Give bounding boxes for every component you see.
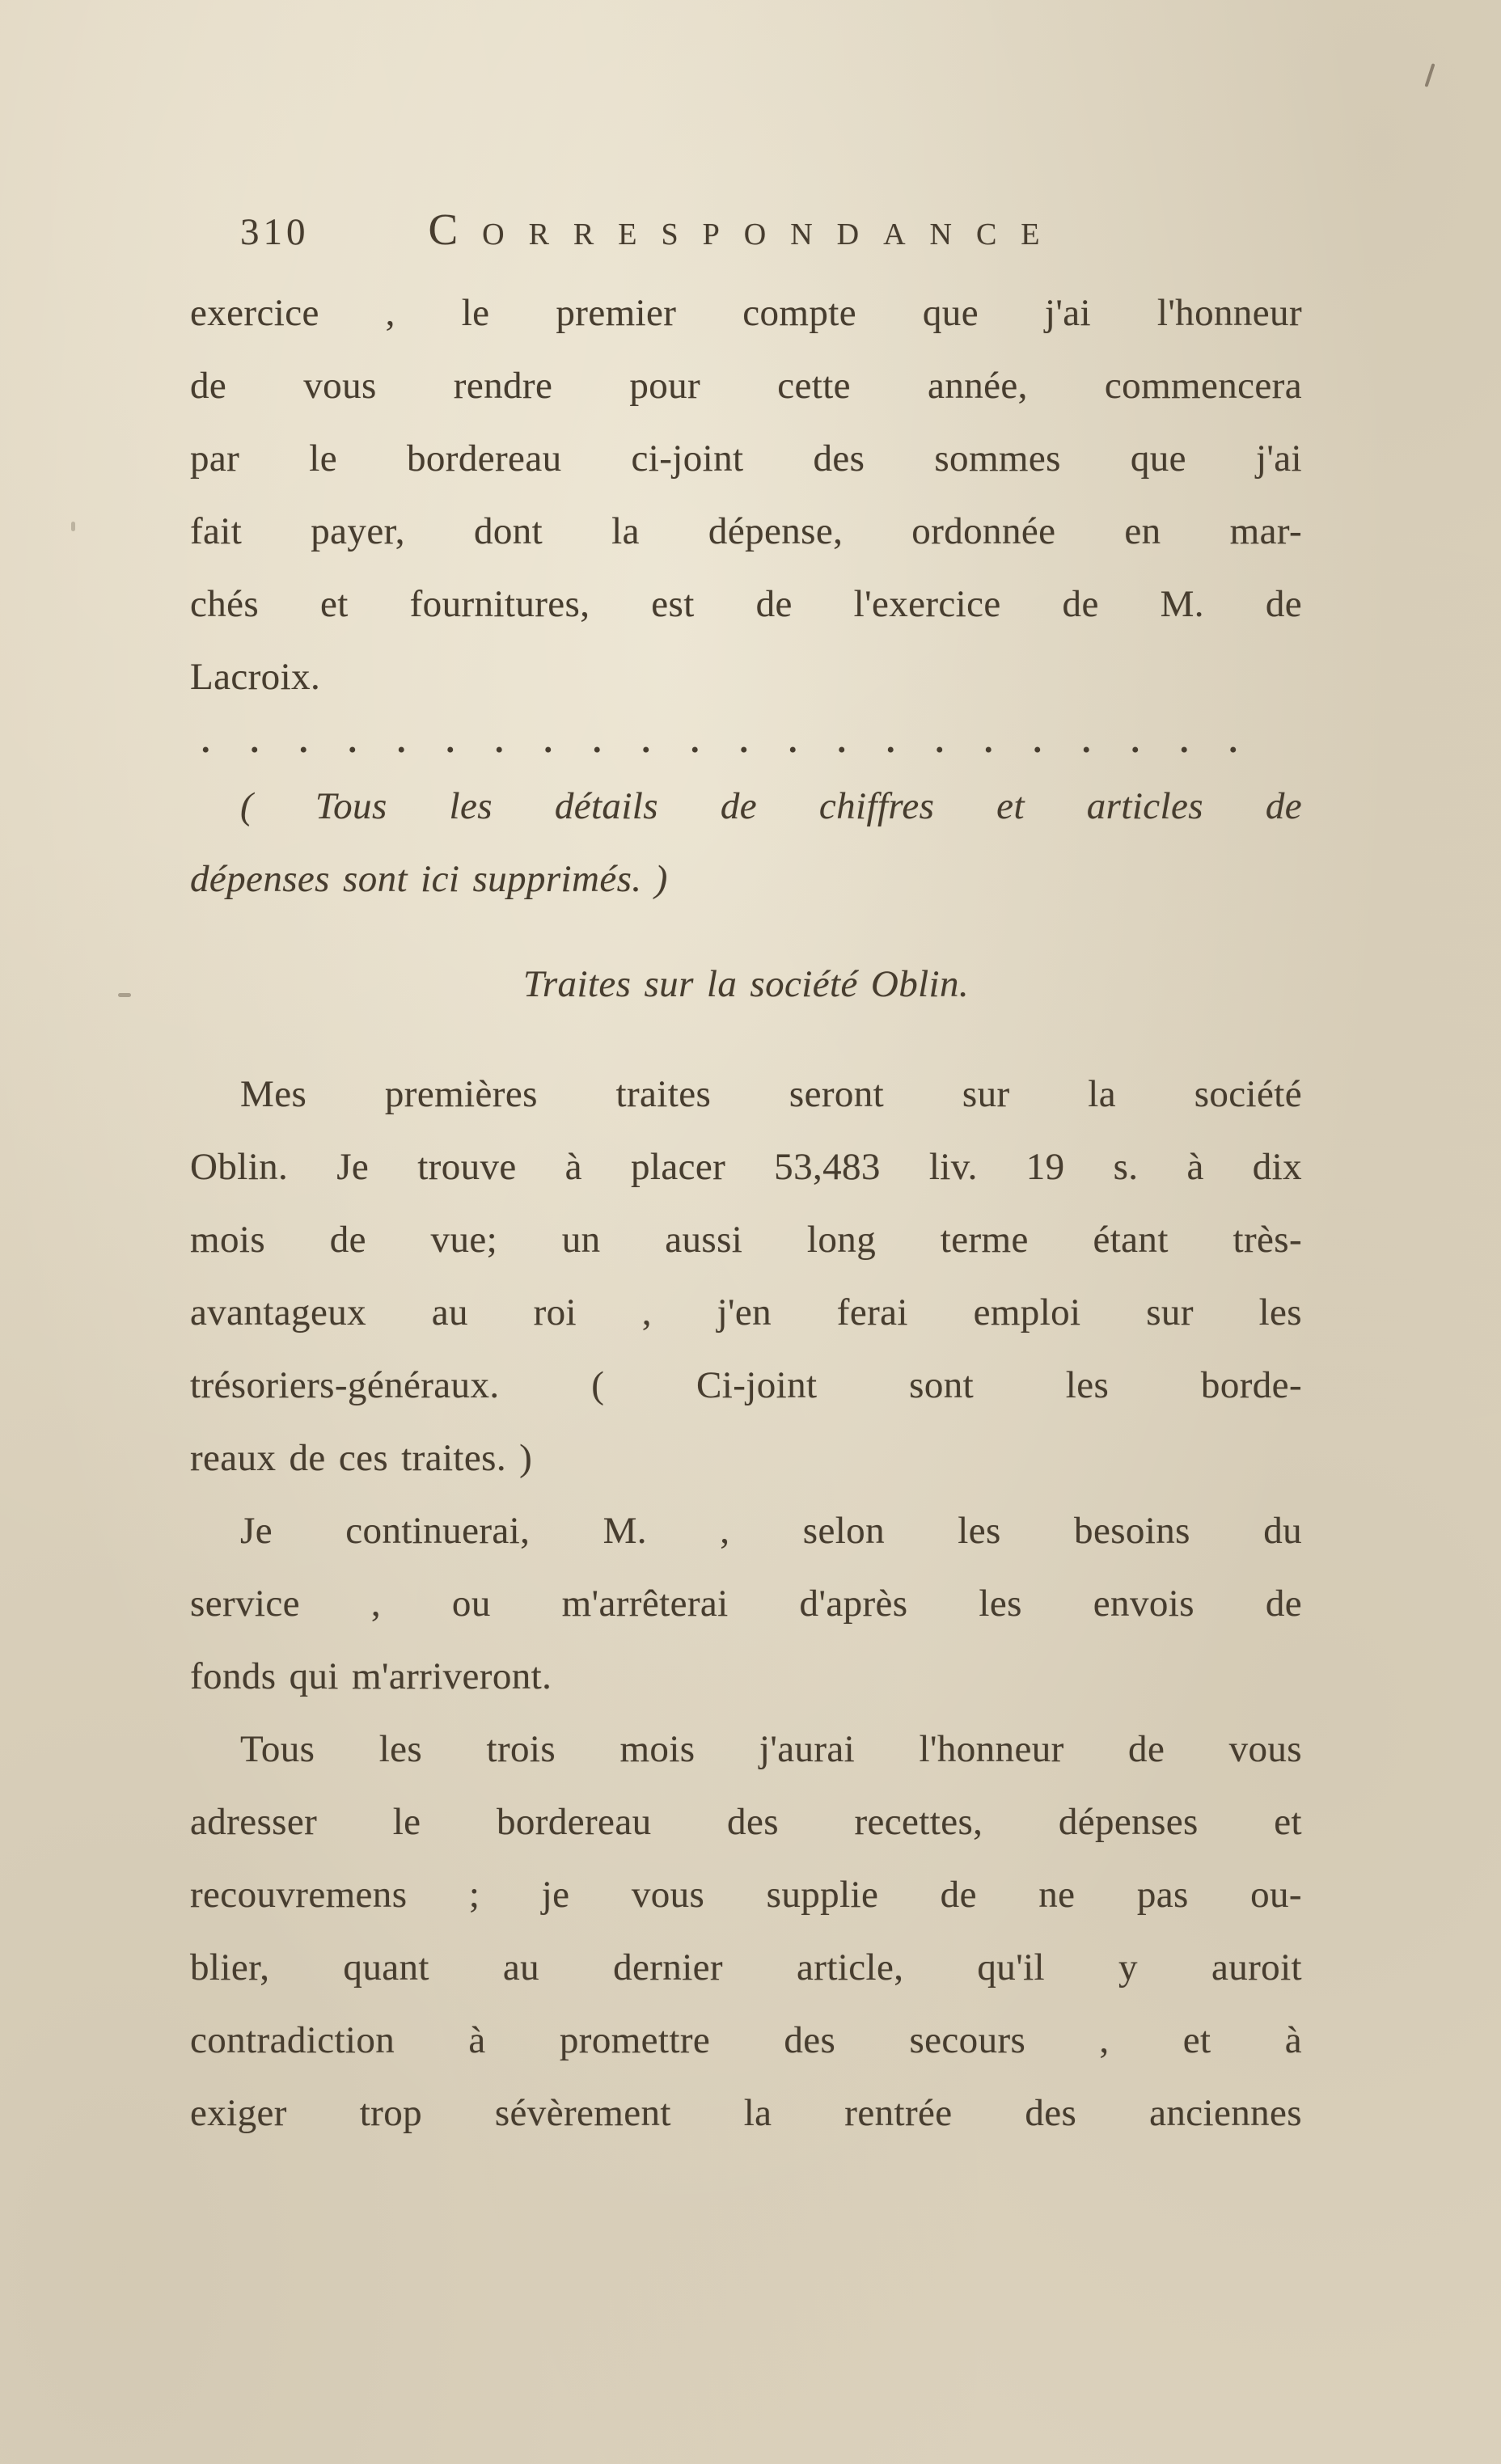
text-line: blier, quant au dernier article, qu'il y auroit [190, 1946, 1302, 1989]
heading-line: Traites sur la société Oblin. [522, 963, 970, 1005]
text-line: Lacroix. [190, 656, 321, 698]
text-line: fait payer, dont la dépense, ordonnée en mar- [190, 510, 1302, 552]
text-line: reaux de ces traites. ) [190, 1437, 533, 1479]
text-line: fonds qui m'arriveront. [190, 1655, 552, 1697]
dots-line: ...................... [201, 723, 1278, 760]
text-line: chés et fournitures, est de l'exercice de M. de [190, 583, 1302, 625]
suppressed-passage-dots [190, 713, 1302, 770]
running-title [328, 204, 1165, 255]
editorial-note [190, 770, 1302, 915]
section-heading [190, 948, 1302, 1021]
text-line: Je continuerai, M. , selon les besoins du [240, 1510, 1302, 1552]
paragraph [190, 1713, 1302, 2149]
text-line: recouvremens ; je vous supplie de ne pas ou- [190, 1874, 1302, 1916]
text-line: contradiction à promettre des secours , et à [190, 2019, 1302, 2061]
text-line: service , ou m'arrêterai d'après les envois de [190, 1583, 1302, 1625]
text-line: exercice , le premier compte que j'ai l'honneur [190, 292, 1302, 334]
running-title-initial: C [428, 205, 483, 254]
text-line: avantageux au roi , j'en ferai emploi sur les [190, 1291, 1302, 1333]
ink-speck [118, 993, 131, 997]
text-line: par le bordereau ci-joint des sommes que j'ai [190, 437, 1302, 480]
text-line: ( Tous les détails de chiffres et articles de [240, 785, 1302, 827]
paragraph [190, 1494, 1302, 1713]
text-line: dépenses sont ici supprimés. ) [190, 858, 668, 900]
running-title-rest: ORRESPONDANCE [482, 218, 1064, 251]
text-line: adresser le bordereau des recettes, dépenses et [190, 1801, 1302, 1843]
page-number: 310 [240, 211, 310, 253]
text-line: trésoriers-généraux. ( Ci-joint sont les borde- [190, 1364, 1302, 1406]
text-line: mois de vue; un aussi long terme étant très- [190, 1219, 1302, 1261]
ink-speck [71, 522, 75, 531]
page-header [190, 204, 1302, 255]
ink-speck [1424, 63, 1435, 87]
text-line: Oblin. Je trouve à placer 53,483 liv. 19 s. à dix [190, 1146, 1302, 1188]
text-line: Tous les trois mois j'aurai l'honneur de vous [240, 1728, 1302, 1770]
text-line: exiger trop sévèrement la rentrée des anciennes [190, 2092, 1302, 2134]
text-line: Mes premières traites seront sur la société [240, 1073, 1302, 1115]
paragraph [190, 277, 1302, 713]
text-line: de vous rendre pour cette année, commencera [190, 365, 1302, 407]
paragraph [190, 1058, 1302, 1494]
text-block [190, 277, 1302, 2149]
